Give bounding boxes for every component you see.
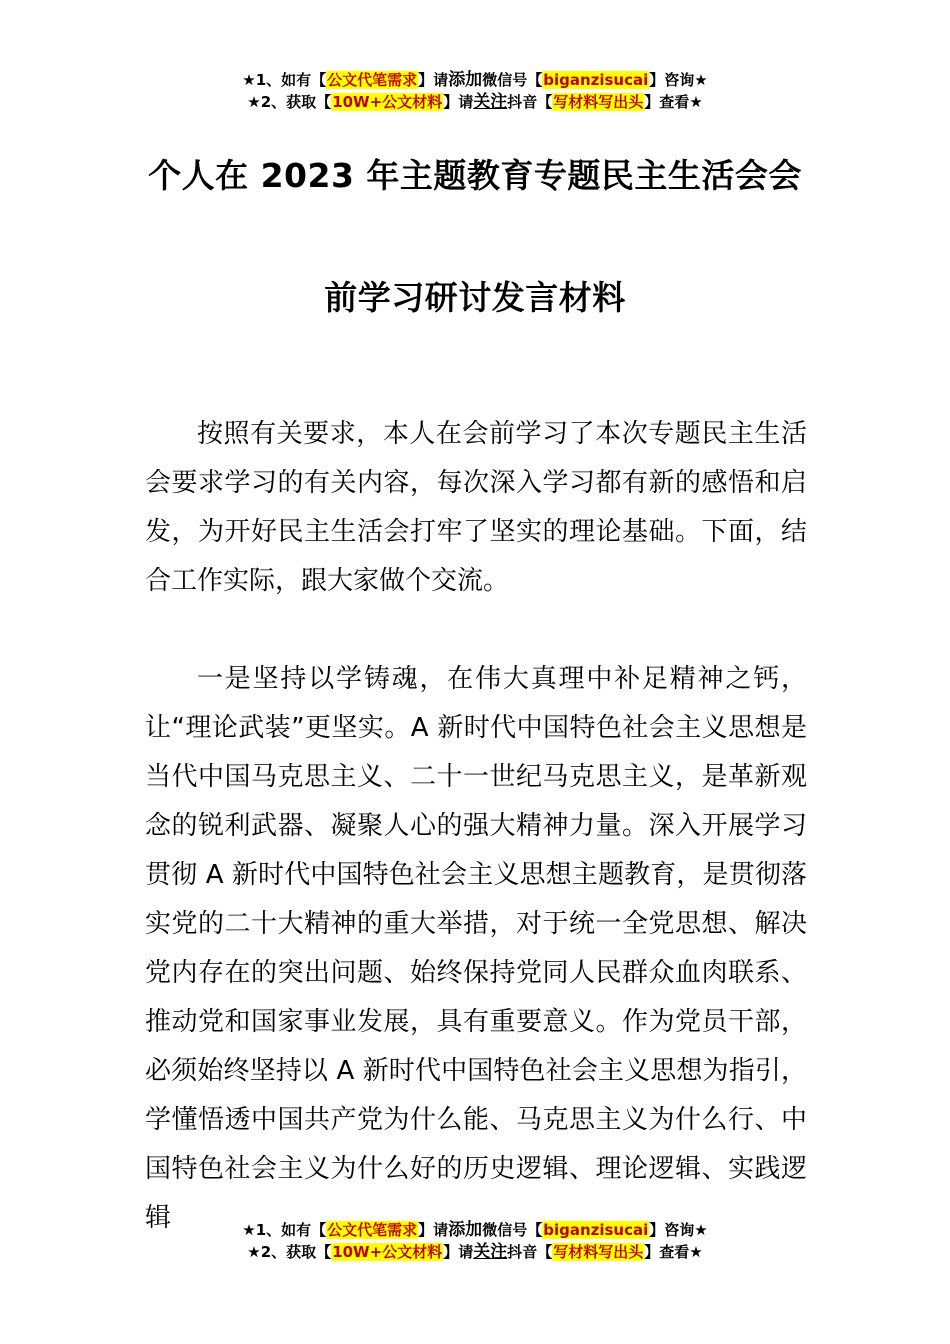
header-banner xyxy=(0,69,950,113)
banner-line-1: ★1、如有【公文代笔需求】请添加微信号【biganzisucai】咨询★ xyxy=(242,70,708,90)
paragraph-spacer xyxy=(145,606,807,655)
footer-banner xyxy=(0,1219,950,1263)
paragraph-intro: 按照有关要求，本人在会前学习了本次专题民主生活会要求学习的有关内容，每次深入学习都有新的感悟和启发，为开好民主生活会打牢了坚实的理论基础。下面，结合工作实际，跟大家做个交流。 xyxy=(145,419,807,596)
document-body xyxy=(145,410,807,1243)
footer-line-2: ★2、获取【10W+公文材料】请关注抖音【写材料写出头】查看★ xyxy=(247,1242,703,1262)
highlight-douyin: 写材料写出头 xyxy=(553,93,644,111)
highlight-wechat-id: biganzisucai xyxy=(543,71,649,89)
footer-line-1: ★1、如有【公文代笔需求】请添加微信号【biganzisucai】咨询★ xyxy=(242,1220,708,1240)
banner-line-2: ★2、获取【10W+公文材料】请关注抖音【写材料写出头】查看★ xyxy=(247,92,703,112)
highlight-service: 公文代笔需求 xyxy=(327,71,418,89)
document-title-line-1: 个人在 2023 年主题教育专题民主生活会会 xyxy=(148,156,802,195)
document-title-line-2: 前学习研讨发言材料 xyxy=(324,278,626,317)
highlight-materials: 10W+公文材料 xyxy=(332,93,443,111)
paragraph-point-one: 一是坚持以学铸魂，在伟大真理中补足精神之钙，让“理论武装”更坚实。A 新时代中国特色社会主义思想是当代中国马克思主义、二十一世纪马克思主义，是革新观念的锐利武器、凝聚人心的强大精神力量。深入开展学习贯彻 A 新时代中国特色社会主义思想主题教育，是贯彻落实党的二十大精神的重大举措，对于统一全党思想、解决党内存在的突出问题、始终保持党同人民群众血肉联系、推动党和国家事业发展，具有重要意义。作为党员干部，必须始终坚持以 A 新时代中国特色社会主义思想为指引，学懂悟透中国共产党为什么能、马克思主义为什么行、中国特色社会主义为什么好的历史逻辑、理论逻辑、实践逻辑 xyxy=(145,664,807,1233)
